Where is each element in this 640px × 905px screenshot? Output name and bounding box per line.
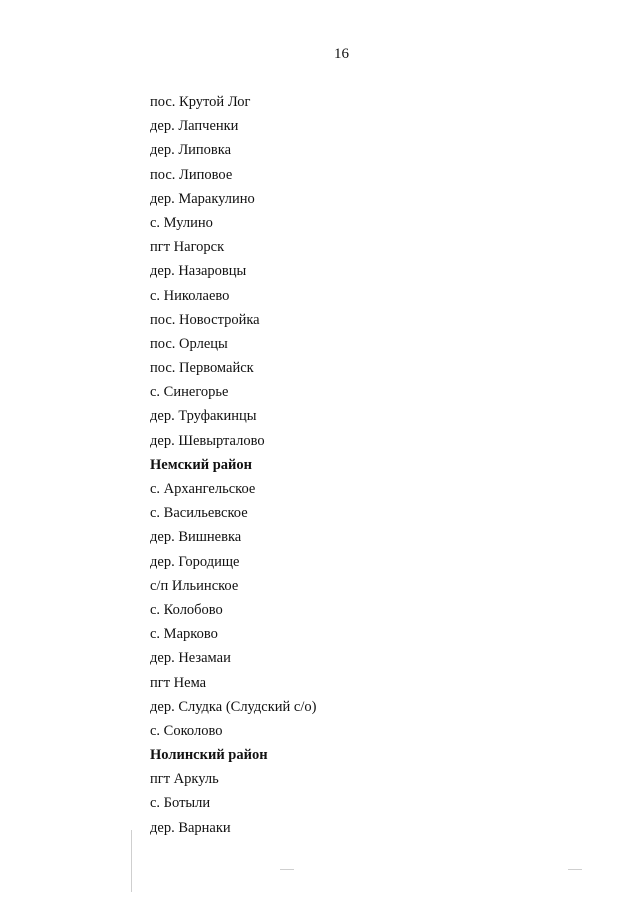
settlement-item: пос. Первомайск [150, 360, 254, 377]
scan-artifact-dash [280, 869, 294, 870]
district-heading: Немский район [150, 456, 252, 473]
settlement-item: с. Марково [150, 626, 218, 643]
settlement-item: с. Ботыли [150, 795, 211, 812]
settlement-item: дер. Назаровцы [150, 263, 247, 280]
settlement-item: дер. Лапченки [150, 118, 239, 135]
settlement-item: дер. Липовка [150, 142, 232, 159]
settlement-item: с. Синегорье [150, 384, 229, 401]
scan-artifact-line [131, 830, 132, 892]
settlement-item: пгт Нема [150, 674, 207, 691]
settlement-list [150, 90, 316, 840]
settlement-item: пос. Орлецы [150, 335, 228, 352]
settlement-item: пос. Крутой Лог [150, 94, 251, 110]
settlement-item: с. Колобово [150, 601, 223, 618]
scan-artifact-dash [568, 869, 582, 870]
settlement-item: с. Соколово [150, 722, 223, 739]
settlement-item: с. Васильевское [150, 505, 248, 522]
settlement-item: дер. Маракулино [150, 190, 255, 207]
settlement-item: дер. Слудка (Слудский с/о) [150, 698, 317, 715]
settlement-item: пос. Липовое [150, 166, 233, 183]
settlement-item: дер. Городище [150, 553, 240, 570]
page-number: 16 [334, 46, 349, 62]
settlement-item: дер. Вишневка [150, 529, 242, 546]
settlement-item: пос. Новостройка [150, 311, 260, 328]
settlement-item: дер. Незамаи [150, 650, 231, 667]
settlement-item: с. Мулино [150, 214, 213, 231]
district-heading: Нолинский район [150, 747, 268, 764]
settlement-item: с. Николаево [150, 287, 230, 304]
settlement-item: дер. Труфакинцы [150, 408, 257, 425]
settlement-item: с. Архангельское [150, 481, 256, 497]
settlement-item: дер. Шевырталово [150, 432, 265, 449]
settlement-item: пгт Нагорск [150, 239, 225, 256]
settlement-item: пгт Аркуль [150, 771, 219, 788]
settlement-item: с/п Ильинское [150, 577, 239, 594]
settlement-item: дер. Варнаки [150, 819, 231, 836]
